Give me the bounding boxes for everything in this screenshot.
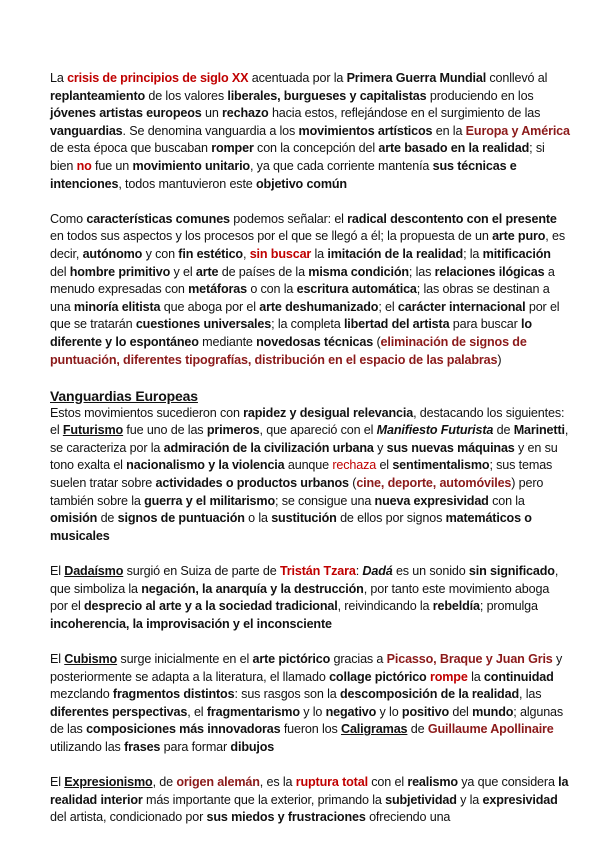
text-run: para formar xyxy=(160,739,231,754)
text-run: arte deshumanizado xyxy=(259,299,379,314)
text-run: Primera Guerra Mundial xyxy=(346,71,487,85)
text-run: a menudo expresadas con xyxy=(50,264,555,297)
text-run: Estos movimientos sucedieron con xyxy=(50,405,244,420)
text-run: más importante que la exterior, primando la xyxy=(142,792,386,807)
text-run: diferentes perspectivas xyxy=(50,704,188,719)
text-run: : xyxy=(355,564,363,579)
text-run: , de xyxy=(152,775,177,790)
text-run: continuidad xyxy=(483,669,554,684)
text-run: ya que considera xyxy=(457,775,559,790)
text-run: ( xyxy=(348,476,357,491)
text-run: la xyxy=(467,669,484,684)
text-run: con la concepción del xyxy=(253,141,379,156)
text-run: características comunes xyxy=(86,211,230,226)
text-run: novedosas técnicas xyxy=(256,334,374,349)
text-run: ruptura total xyxy=(295,775,368,790)
text-run: vanguardias xyxy=(50,123,123,138)
text-run: arte puro xyxy=(492,229,546,244)
text-run: matemáticos o musicales xyxy=(50,511,532,543)
text-run: sustitución xyxy=(271,511,337,526)
text-run: cine, deporte, automóviles xyxy=(356,476,512,491)
text-run: radical descontento con el presente xyxy=(347,211,557,226)
text-run: liberales, burgueses y capitalistas xyxy=(227,88,427,103)
text-run: . Se denomina vanguardia a los xyxy=(122,123,299,138)
text-run: frases xyxy=(124,739,161,754)
text-run: la xyxy=(311,246,328,261)
text-run: ; la completa xyxy=(271,317,344,332)
text-run: ( xyxy=(373,334,381,349)
text-run: signos de puntuación xyxy=(117,511,245,526)
document-page xyxy=(50,70,570,827)
text-run: un xyxy=(201,106,223,121)
text-run: de xyxy=(493,423,514,438)
text-run: movimiento unitario xyxy=(132,158,250,173)
text-run: utilizando las xyxy=(50,739,125,754)
text-run: ) xyxy=(497,352,502,367)
text-run: de xyxy=(407,722,428,737)
text-run: de ellos por signos xyxy=(336,511,446,526)
text-run: romper xyxy=(211,141,254,156)
text-run: mundo xyxy=(472,704,514,719)
text-run: actividades o productos urbanos xyxy=(155,476,349,491)
text-run: ; sus temas suelen tratar sobre xyxy=(50,458,553,491)
text-run: y posteriormente se adapta a la literatura, el llamado xyxy=(50,652,563,684)
text-run: el xyxy=(376,458,393,473)
text-run: fue uno de las xyxy=(123,423,207,438)
text-run: composiciones más innovadoras xyxy=(86,722,281,737)
text-run: misma condición xyxy=(308,264,409,279)
text-run: en la xyxy=(432,123,466,138)
text-run: rapidez y desigual relevancia xyxy=(243,405,414,420)
text-run: Expresionismo xyxy=(64,775,153,790)
text-run: mezclando xyxy=(50,687,113,702)
text-run: replanteamiento xyxy=(50,88,146,103)
text-run: en todos sus aspectos y los procesos por el que se llegó a él; la propuesta de un xyxy=(50,229,493,244)
text-run: El xyxy=(50,775,65,790)
text-run: arte xyxy=(195,264,219,279)
text-run: jóvenes artistas europeos xyxy=(50,106,202,121)
text-run: ) pero también sobre la xyxy=(50,476,544,508)
text-run: ; algunas de las xyxy=(50,704,564,737)
text-run: ofreciendo una xyxy=(365,810,451,825)
futurismo-paragraph xyxy=(50,405,570,546)
text-run: no xyxy=(76,158,92,173)
text-run: aunque xyxy=(284,458,333,473)
text-run: Futurismo xyxy=(62,423,124,438)
text-run: sin significado xyxy=(468,564,555,579)
text-run: positivo xyxy=(401,704,449,719)
text-run: y el xyxy=(170,264,196,279)
text-run: nueva expresividad xyxy=(374,493,489,508)
text-run: , ya que cada corriente mantenía xyxy=(249,158,433,173)
text-run: rebeldía xyxy=(432,599,480,614)
text-run: sus nuevas máquinas xyxy=(386,440,515,455)
text-run: arte pictórico xyxy=(252,652,331,666)
text-run: ; las obras se destinan a una xyxy=(50,282,550,314)
text-run: metáforas xyxy=(188,282,247,297)
text-run: produciendo en los xyxy=(426,88,534,103)
text-run: , se caracteriza por la xyxy=(50,423,569,455)
text-run: Picasso, Braque y Juan Gris xyxy=(386,652,553,666)
expresionismo-paragraph xyxy=(50,774,570,827)
text-run: fin estético xyxy=(178,246,243,261)
text-run: eliminación de signos de puntuación, diferentes tipografías, distribución en el espacio de las palabras xyxy=(50,334,527,367)
text-run: incoherencia, la improvisación y el inconsciente xyxy=(50,616,332,631)
text-run: lo diferente y lo espontáneo xyxy=(50,317,532,349)
text-run: mitificación xyxy=(482,246,551,261)
text-run: omisión xyxy=(50,511,98,526)
text-run: o la xyxy=(244,511,272,526)
text-run: , reivindicando la xyxy=(337,599,433,614)
text-run: o con la xyxy=(246,282,297,297)
text-run: , es la xyxy=(259,775,296,790)
text-run: mediante xyxy=(198,334,257,349)
text-run: y xyxy=(373,440,387,455)
text-run: La xyxy=(50,71,68,85)
text-run: y con xyxy=(142,246,179,261)
text-run: autónomo xyxy=(82,246,143,261)
text-run: libertad del artista xyxy=(343,317,450,332)
text-run: sus técnicas e intenciones xyxy=(50,158,517,191)
text-run: Guillaume Apollinaire xyxy=(427,722,554,737)
text-run: con el xyxy=(367,775,408,790)
text-run: Cubismo xyxy=(64,652,118,666)
text-run: realismo xyxy=(407,775,458,790)
text-run: admiración de la civilización urbana xyxy=(163,440,374,455)
intro-paragraph xyxy=(50,70,570,193)
text-run: Manifiesto Futurista xyxy=(376,423,494,438)
text-run: , por tanto este movimiento aboga por el xyxy=(50,581,550,614)
text-run: sus miedos y frustraciones xyxy=(206,810,366,825)
text-run: de esta época que buscaban xyxy=(50,141,212,156)
text-run: Como xyxy=(50,211,87,226)
text-run: nacionalismo y la violencia xyxy=(126,458,285,473)
text-run: Dadá xyxy=(362,564,393,579)
text-run: rompe xyxy=(429,669,468,684)
text-run: acentuada por la xyxy=(248,71,347,85)
text-run: cuestiones universales xyxy=(135,317,272,332)
text-run: primeros xyxy=(206,423,260,438)
text-run: imitación de la realidad xyxy=(327,246,464,261)
text-run: y lo xyxy=(299,704,326,719)
text-run: Dadaísmo xyxy=(64,564,124,579)
text-run: desprecio al arte y a la sociedad tradicional xyxy=(83,599,338,614)
text-run: es un sonido xyxy=(392,564,469,579)
text-run: y lo xyxy=(376,704,402,719)
cubismo-paragraph xyxy=(50,651,570,757)
text-run: ; si bien xyxy=(50,141,545,173)
text-run: fragmentarismo xyxy=(206,704,300,719)
text-run: surgió en Suiza de parte de xyxy=(123,564,280,579)
text-run: rechazo xyxy=(222,106,269,121)
text-run: que aboga por el xyxy=(160,299,260,314)
dadaismo-paragraph xyxy=(50,563,570,633)
text-run: fragmentos distintos xyxy=(112,687,235,702)
text-run: arte basado en la realidad xyxy=(378,141,530,156)
text-run: , destacando los siguientes: el xyxy=(50,405,565,438)
text-run: del xyxy=(449,704,473,719)
text-run: , que apareció con el xyxy=(259,423,377,438)
text-run: expresividad xyxy=(482,792,558,807)
text-run: ; promulga xyxy=(479,599,538,614)
text-run: : sus rasgos son la xyxy=(234,687,340,702)
text-run: subjetividad xyxy=(385,792,457,807)
text-run: Tristán Tzara xyxy=(279,564,356,579)
text-run: Marinetti xyxy=(513,423,565,438)
text-run: sin buscar xyxy=(249,246,312,261)
text-run: hacia estos, reflejándose en el surgimiento de las xyxy=(268,106,541,121)
text-run: Europa y América xyxy=(465,123,570,138)
text-run: negación, la anarquía y la destrucción xyxy=(141,581,364,596)
text-run: Caligramas xyxy=(341,722,408,737)
characteristics-paragraph xyxy=(50,211,570,369)
text-run: la realidad interior xyxy=(50,775,569,807)
text-run: de xyxy=(97,511,118,526)
text-run: carácter internacional xyxy=(397,299,526,314)
text-run: , el xyxy=(187,704,207,719)
text-run: origen alemán xyxy=(176,775,260,790)
text-run: negativo xyxy=(325,704,377,719)
text-run: por el que se tratarán xyxy=(50,299,560,332)
text-run: sentimentalismo xyxy=(392,458,490,473)
text-run: del xyxy=(50,264,70,279)
text-run: de los valores xyxy=(145,88,228,103)
text-run: surge inicialmente en el xyxy=(117,652,253,666)
text-run: , que simboliza la xyxy=(50,564,559,596)
text-run: y la xyxy=(456,792,483,807)
text-run: ; la xyxy=(463,246,483,261)
text-run: dibujos xyxy=(230,739,275,754)
text-run: hombre primitivo xyxy=(69,264,171,279)
text-run: ; las xyxy=(408,264,435,279)
text-run: El xyxy=(50,564,65,579)
text-run: guerra y el militarismo xyxy=(144,493,275,508)
text-run: fue un xyxy=(91,158,133,173)
text-run: fueron los xyxy=(280,722,341,737)
text-run: , todos mantuvieron este xyxy=(118,176,257,191)
text-run: de países de la xyxy=(218,264,309,279)
text-run: crisis de principios de siglo XX xyxy=(67,71,249,85)
text-run: minoría elitista xyxy=(73,299,161,314)
text-run: ; se consigue una xyxy=(275,493,375,508)
text-run: del artista, condicionado por xyxy=(50,810,207,825)
text-run: escritura automática xyxy=(296,282,417,297)
text-run: collage pictórico xyxy=(329,669,427,684)
text-run: con la xyxy=(488,493,525,508)
text-run: descomposición de la realidad xyxy=(339,687,519,702)
text-run: conllevó al xyxy=(486,71,548,85)
text-run: El xyxy=(50,652,65,666)
text-run: relaciones ilógicas xyxy=(434,264,545,279)
text-run: podemos señalar: el xyxy=(229,211,348,226)
text-run: , xyxy=(242,246,250,261)
text-run: , las xyxy=(519,687,542,702)
text-run: gracias a xyxy=(330,652,387,666)
text-run: ; el xyxy=(378,299,398,314)
text-run: movimientos artísticos xyxy=(298,123,433,138)
text-run: para buscar xyxy=(449,317,521,332)
text-run: rechaza xyxy=(332,458,377,473)
text-run: objetivo común xyxy=(256,176,347,191)
text-run: y en su tono exalta el xyxy=(50,440,558,473)
text-run: , es decir, xyxy=(50,229,565,261)
section-heading: Vanguardias Europeas xyxy=(50,387,198,404)
